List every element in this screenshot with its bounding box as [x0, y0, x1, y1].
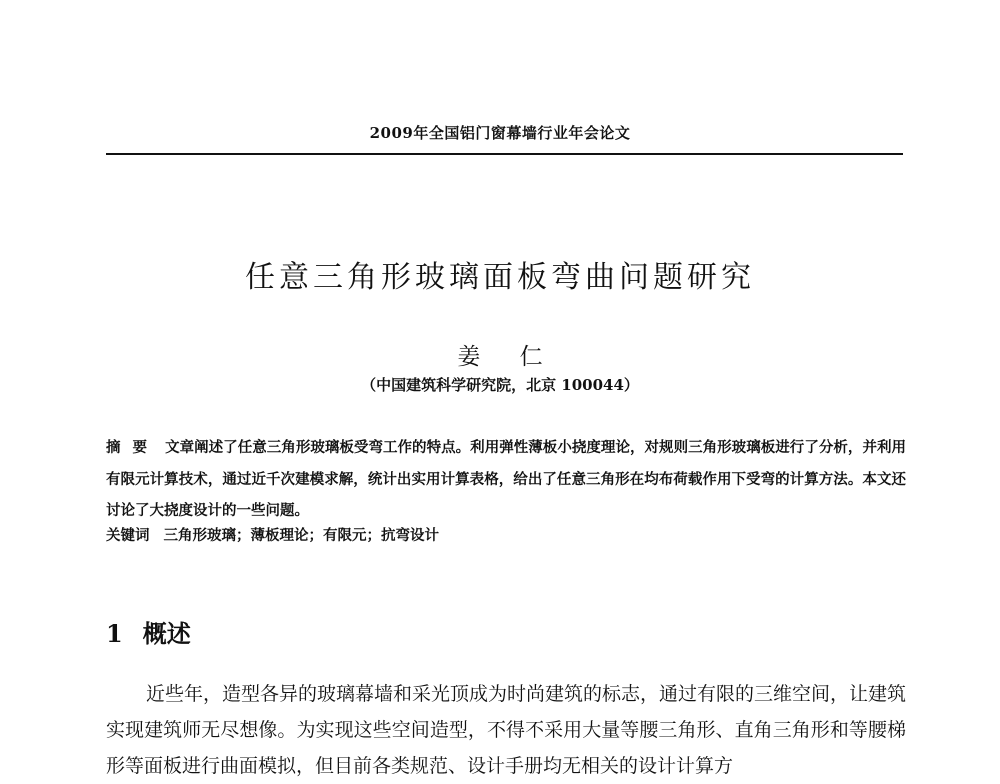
- section-title: 概述: [142, 620, 191, 648]
- abstract: [106, 432, 906, 526]
- author-name: 姜 仁: [457, 344, 559, 370]
- abstract-text: 文章阐述了任意三角形玻璃板受弯工作的特点。利用弹性薄板小挠度理论，对规则三角形玻璃板进行了分析，并利用有限元计算技术，通过近千次建模求解，统计出实用计算表格，给出了任意三角形在均布荷载作用下受弯的计算方法。本文还讨论了大挠度设计的一些问题。: [106, 439, 907, 519]
- paper-title: 任意三角形玻璃面板弯曲问题研究: [245, 260, 755, 295]
- section-heading: [106, 614, 191, 649]
- section-body: [106, 676, 906, 784]
- keywords-label: 关键词: [106, 528, 150, 544]
- body-paragraph: 近些年，造型各异的玻璃幕墙和采光顶成为时尚建筑的标志，通过有限的三维空间，让建筑实现建筑师无尽想像。为实现这些空间造型，不得不采用大量等腰三角形、直角三角形和等腰梯形等面板进行曲面模拟，但目前各类规范、设计手册均无相关的设计计算方: [106, 683, 907, 777]
- header-rule: [106, 153, 903, 155]
- running-header: 2009年全国铝门窗幕墙行业年会论文: [369, 124, 631, 142]
- keywords: [106, 524, 906, 545]
- abstract-label: 摘要: [106, 440, 160, 456]
- author-affiliation: （中国建筑科学研究院，北京 100044）: [361, 376, 639, 394]
- keywords-text: 三角形玻璃；薄板理论；有限元；抗弯设计: [163, 527, 439, 544]
- section-number: 1: [106, 619, 123, 648]
